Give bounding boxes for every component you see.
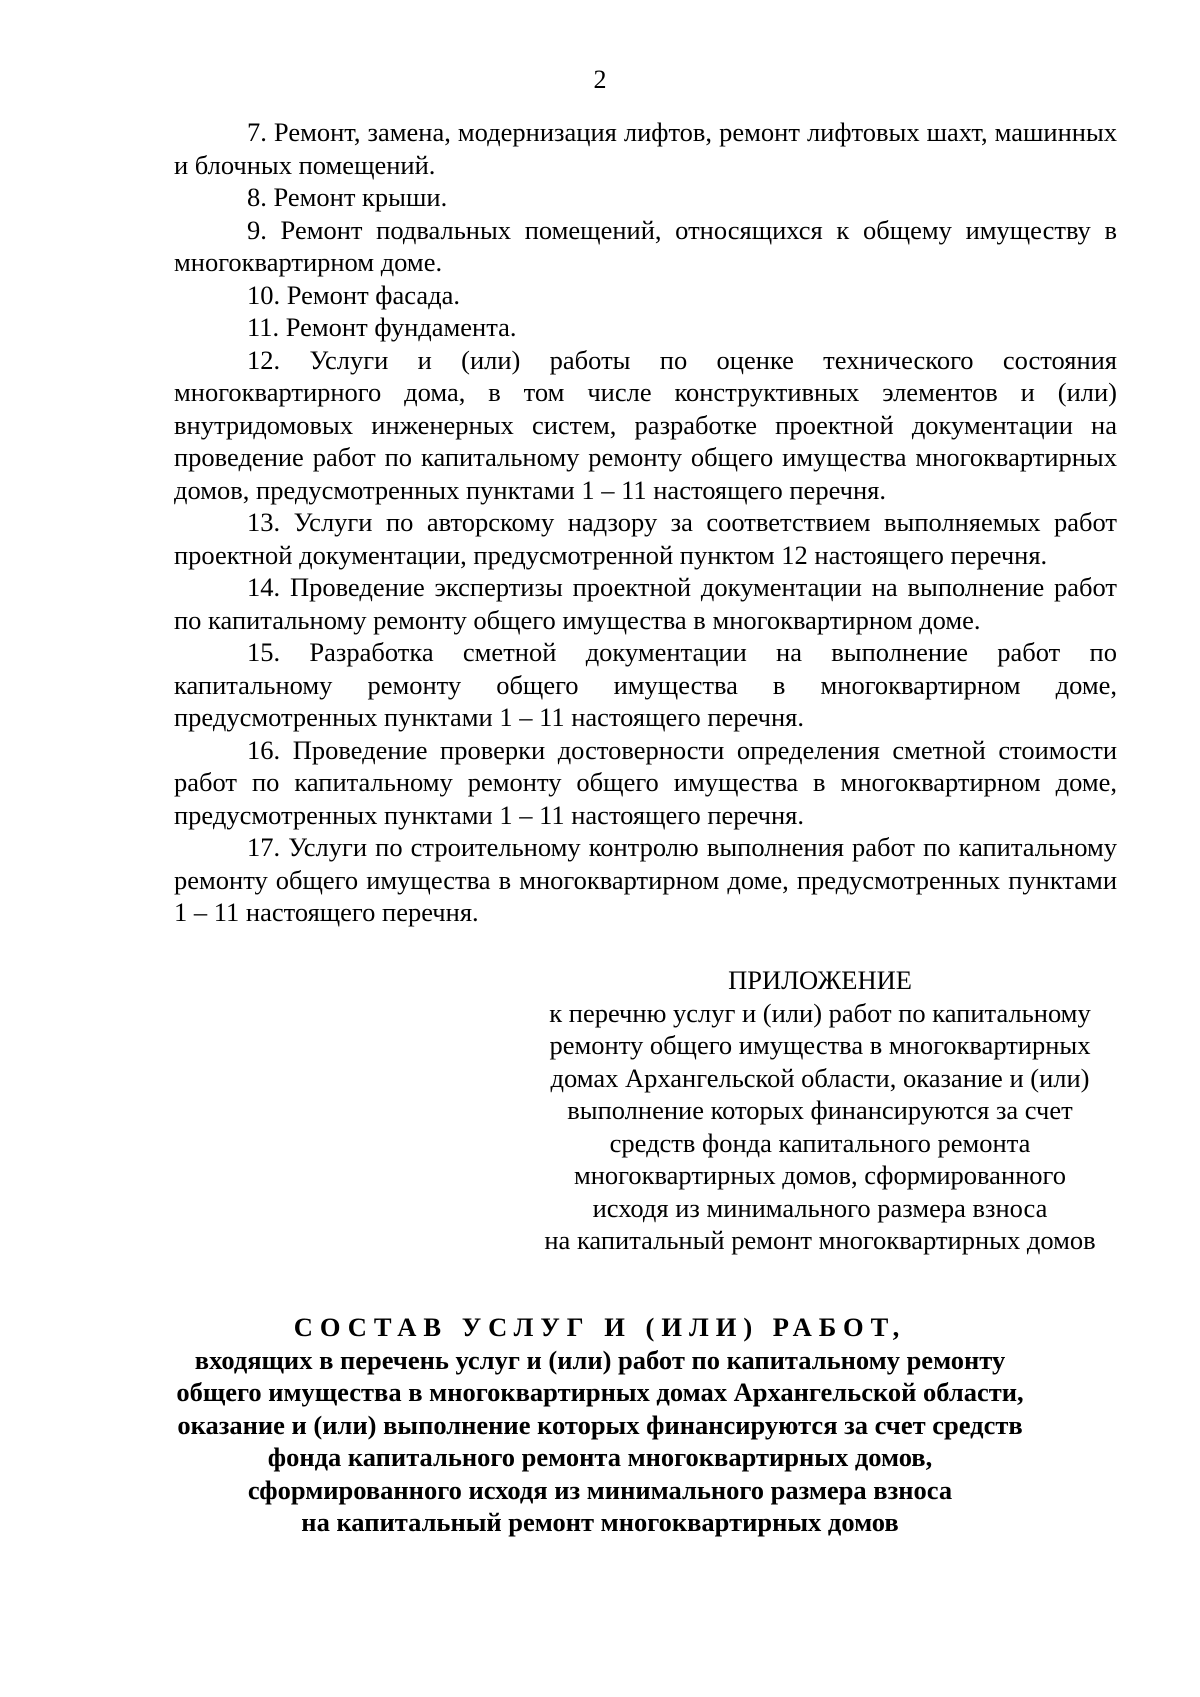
appendix-line: выполнение которых финансируются за счет [567, 1095, 1073, 1125]
list-item-13: 13. Услуги по авторскому надзору за соответствием выполняемых работ проектной документации, предусмотренной пунктом 12 настоящего перечня. [174, 507, 1117, 570]
appendix-line: исходя из минимального размера взноса [592, 1192, 1048, 1223]
list-item-8: 8. Ремонт крыши. [247, 182, 448, 212]
list-item-10: 10. Ремонт фасада. [247, 279, 460, 310]
composition-subtitle-line: на капитальный ремонт многоквартирных домов [301, 1507, 899, 1537]
list-item-15: 15. Разработка сметной документации на выполнение работ по капитальному ремонту общего имущества в многоквартирном доме, предусмотренных пунктами 1 – 11 настоящего перечня. [174, 637, 1117, 732]
list-item-14: 14. Проведение экспертизы проектной документации на выполнение работ по капитальному ремонту общего имущества в многоквартирном доме. [174, 572, 1117, 635]
composition-heading [0, 1311, 1200, 1539]
list-item-11: 11. Ремонт фундамента. [247, 312, 517, 342]
list-item-16: 16. Проведение проверки достоверности определения сметной стоимости работ по капитальному ремонту общего имущества в многоквартирном доме, предусмотренных пунктами 1 – 11 настоящего перечня. [174, 734, 1117, 830]
appendix-line: ремонту общего имущества в многоквартирных [549, 1030, 1091, 1060]
list-item-17: 17. Услуги по строительному контролю выполнения работ по капитальному ремонту общего имущества в многоквартирном доме, предусмотренных пунктами 1 – 11 настоящего перечня. [174, 832, 1117, 927]
appendix-line: домах Архангельской области, оказание и (или) [550, 1062, 1090, 1093]
list-item-12: 12. Услуги и (или) работы по оценке технического состояния многоквартирного дома, в том числе конструктивных элементов и (или) внутридомовых инженерных систем, разработке проектной документации на проведение работ по капитальному ремонту общего имущества многоквартирных домов, предусмотренных пунктами 1 – 11 настоящего перечня. [174, 344, 1117, 505]
appendix-title: ПРИЛОЖЕНИЕ [728, 965, 912, 995]
composition-subtitle-line: фонда капитального ремонта многоквартирных домов, [267, 1442, 933, 1472]
appendix-line: многоквартирных домов, сформированного [573, 1160, 1067, 1190]
composition-title: СОСТАВ УСЛУГ И (ИЛИ) РАБОТ, [293, 1312, 907, 1342]
composition-subtitle-line: оказание и (или) выполнение которых финансируются за счет средств [177, 1409, 1023, 1440]
composition-subtitle-line: общего имущества в многоквартирных домах Архангельской области, [176, 1377, 1024, 1407]
page-number: 2 [593, 65, 607, 94]
list-item-7: 7. Ремонт, замена, модернизация лифтов, ремонт лифтовых шахт, машинных и блочных помещений. [174, 117, 1117, 180]
list-item-9: 9. Ремонт подвальных помещений, относящихся к общему имуществу в многоквартирном доме. [174, 214, 1117, 277]
appendix-block [500, 964, 1140, 1257]
appendix-line: на капитальный ремонт многоквартирных домов [544, 1225, 1096, 1255]
appendix-line: средств фонда капитального ремонта [609, 1127, 1031, 1158]
composition-subtitle-line: входящих в перечень услуг и (или) работ по капитальному ремонту [194, 1344, 1006, 1375]
appendix-line: к перечню услуг и (или) работ по капитальному [549, 997, 1091, 1028]
composition-subtitle-line: сформированного исходя из минимального размера взноса [247, 1474, 953, 1505]
services-list [174, 116, 1117, 929]
